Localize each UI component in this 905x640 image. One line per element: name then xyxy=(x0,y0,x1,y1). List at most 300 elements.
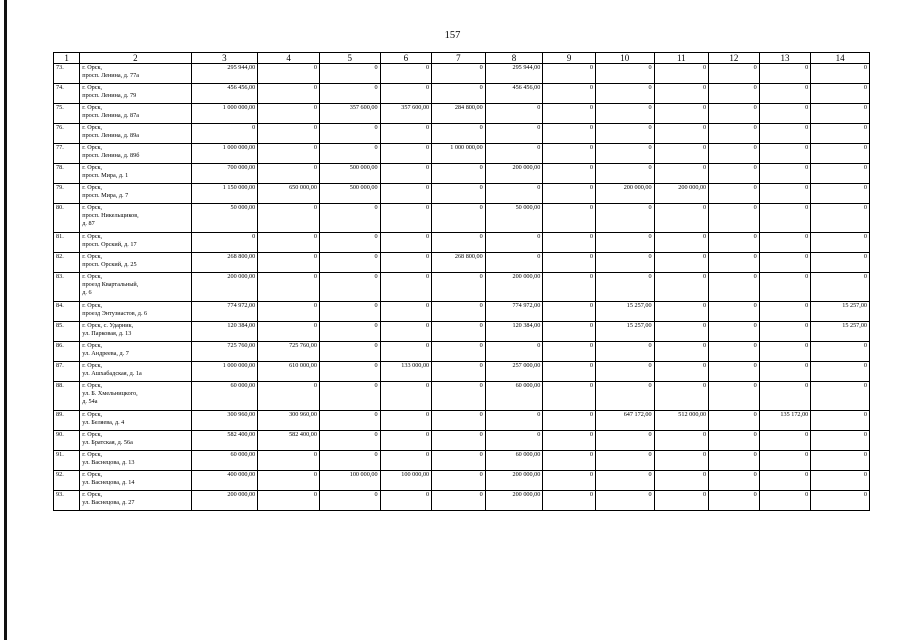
value-cell: 0 xyxy=(811,104,870,124)
value-cell: 0 xyxy=(432,322,486,342)
value-cell: 0 xyxy=(380,144,432,164)
address-line: ул. Васнецова, д. 27 xyxy=(82,499,135,506)
value-cell: 0 xyxy=(759,233,811,253)
address-line: ул. Братская, д. 56а xyxy=(82,439,133,446)
value-cell: 0 xyxy=(811,233,870,253)
value-cell: 0 xyxy=(709,144,760,164)
value-cell: 512 000,00 xyxy=(654,411,709,431)
row-number: 86. xyxy=(54,342,80,362)
table-row xyxy=(54,84,870,104)
row-number: 81. xyxy=(54,233,80,253)
value-cell: 0 xyxy=(709,253,760,273)
column-header: 3 xyxy=(191,53,258,64)
value-cell: 0 xyxy=(432,84,486,104)
value-cell: 100 000,00 xyxy=(380,471,432,491)
value-cell: 0 xyxy=(595,253,654,273)
value-cell: 0 xyxy=(258,273,320,302)
value-cell: 0 xyxy=(709,362,760,382)
value-cell: 0 xyxy=(709,411,760,431)
value-cell: 0 xyxy=(432,204,486,233)
address-line: проезд Квартальный, xyxy=(82,281,139,288)
column-header: 4 xyxy=(258,53,320,64)
address-line: г. Орск, xyxy=(82,491,103,498)
value-cell: 0 xyxy=(759,104,811,124)
table-row xyxy=(54,204,870,233)
value-cell: 0 xyxy=(432,273,486,302)
address-cell xyxy=(80,362,191,382)
value-cell: 0 xyxy=(759,64,811,84)
value-cell: 0 xyxy=(543,164,596,184)
value-cell: 0 xyxy=(485,144,543,164)
value-cell: 0 xyxy=(543,471,596,491)
value-cell: 284 800,00 xyxy=(432,104,486,124)
address-line: г. Орск, xyxy=(82,184,103,191)
value-cell: 0 xyxy=(709,204,760,233)
row-number: 75. xyxy=(54,104,80,124)
page-number: 157 xyxy=(444,30,461,41)
value-cell: 200 000,00 xyxy=(191,491,258,511)
value-cell: 200 000,00 xyxy=(191,273,258,302)
value-cell: 357 600,00 xyxy=(380,104,432,124)
row-number: 87. xyxy=(54,362,80,382)
value-cell: 610 000,00 xyxy=(258,362,320,382)
value-cell: 120 384,00 xyxy=(191,322,258,342)
value-cell: 0 xyxy=(595,362,654,382)
value-cell: 700 000,00 xyxy=(191,164,258,184)
value-cell: 0 xyxy=(432,491,486,511)
value-cell: 0 xyxy=(595,64,654,84)
value-cell: 0 xyxy=(543,64,596,84)
value-cell: 0 xyxy=(319,451,380,471)
value-cell: 456 456,00 xyxy=(485,84,543,104)
value-cell: 0 xyxy=(759,84,811,104)
address-line: г. Орск, xyxy=(82,84,103,91)
value-cell: 0 xyxy=(759,322,811,342)
row-number: 76. xyxy=(54,124,80,144)
table-row xyxy=(54,382,870,411)
table-row xyxy=(54,362,870,382)
budget-table xyxy=(53,52,870,511)
table-row xyxy=(54,164,870,184)
value-cell: 582 400,00 xyxy=(258,431,320,451)
address-cell xyxy=(80,184,191,204)
left-margin-rule xyxy=(4,0,7,640)
value-cell: 0 xyxy=(654,104,709,124)
value-cell: 456 456,00 xyxy=(191,84,258,104)
value-cell: 0 xyxy=(380,233,432,253)
row-number: 89. xyxy=(54,411,80,431)
value-cell: 268 800,00 xyxy=(432,253,486,273)
address-cell xyxy=(80,322,191,342)
value-cell: 0 xyxy=(595,382,654,411)
row-number: 90. xyxy=(54,431,80,451)
address-line: г. Орск, xyxy=(82,253,103,260)
value-cell: 0 xyxy=(258,84,320,104)
address-cell xyxy=(80,431,191,451)
value-cell: 357 600,00 xyxy=(319,104,380,124)
value-cell: 0 xyxy=(543,451,596,471)
value-cell: 0 xyxy=(432,302,486,322)
value-cell: 0 xyxy=(319,124,380,144)
value-cell: 774 972,00 xyxy=(191,302,258,322)
address-cell xyxy=(80,253,191,273)
header-row xyxy=(54,53,870,64)
address-cell xyxy=(80,382,191,411)
address-cell xyxy=(80,302,191,322)
value-cell: 0 xyxy=(432,233,486,253)
value-cell: 0 xyxy=(380,322,432,342)
value-cell: 295 944,00 xyxy=(485,64,543,84)
value-cell: 0 xyxy=(709,233,760,253)
value-cell: 0 xyxy=(319,431,380,451)
value-cell: 268 800,00 xyxy=(191,253,258,273)
value-cell: 0 xyxy=(654,204,709,233)
value-cell: 0 xyxy=(432,164,486,184)
value-cell: 133 000,00 xyxy=(380,362,432,382)
value-cell: 0 xyxy=(319,204,380,233)
value-cell: 500 000,00 xyxy=(319,184,380,204)
address-line: просп. Мира, д. 1 xyxy=(82,172,129,179)
value-cell: 0 xyxy=(811,342,870,362)
value-cell: 0 xyxy=(380,451,432,471)
value-cell: 0 xyxy=(811,164,870,184)
address-line: просп. Орский, д. 25 xyxy=(82,261,137,268)
value-cell: 0 xyxy=(811,471,870,491)
value-cell: 0 xyxy=(595,451,654,471)
value-cell: 0 xyxy=(543,233,596,253)
address-line: г. Орск, xyxy=(82,124,103,131)
address-line: просп. Ленина, д. 89а xyxy=(82,132,139,139)
address-cell xyxy=(80,273,191,302)
value-cell: 60 000,00 xyxy=(191,451,258,471)
value-cell: 0 xyxy=(654,144,709,164)
table-row xyxy=(54,64,870,84)
value-cell: 0 xyxy=(543,362,596,382)
value-cell: 0 xyxy=(258,253,320,273)
value-cell: 0 xyxy=(380,204,432,233)
address-cell xyxy=(80,104,191,124)
value-cell: 0 xyxy=(709,124,760,144)
value-cell: 0 xyxy=(811,431,870,451)
address-cell xyxy=(80,84,191,104)
value-cell: 0 xyxy=(380,84,432,104)
value-cell: 0 xyxy=(759,491,811,511)
value-cell: 0 xyxy=(543,84,596,104)
value-cell: 0 xyxy=(654,322,709,342)
address-cell xyxy=(80,164,191,184)
value-cell: 0 xyxy=(543,184,596,204)
value-cell: 0 xyxy=(759,184,811,204)
value-cell: 0 xyxy=(654,491,709,511)
address-line: просп. Ленина, д. 79 xyxy=(82,92,137,99)
value-cell: 0 xyxy=(595,204,654,233)
value-cell: 0 xyxy=(543,411,596,431)
value-cell: 647 172,00 xyxy=(595,411,654,431)
value-cell: 0 xyxy=(654,342,709,362)
value-cell: 0 xyxy=(380,64,432,84)
value-cell: 1 000 000,00 xyxy=(191,362,258,382)
value-cell: 135 172,00 xyxy=(759,411,811,431)
value-cell: 0 xyxy=(654,233,709,253)
value-cell: 0 xyxy=(709,342,760,362)
address-line: д. 54а xyxy=(82,398,98,405)
value-cell: 0 xyxy=(759,204,811,233)
value-cell: 774 972,00 xyxy=(485,302,543,322)
value-cell: 50 000,00 xyxy=(191,204,258,233)
value-cell: 0 xyxy=(258,451,320,471)
value-cell: 0 xyxy=(543,382,596,411)
address-line: г. Орск, xyxy=(82,471,103,478)
value-cell: 725 760,00 xyxy=(191,342,258,362)
value-cell: 50 000,00 xyxy=(485,204,543,233)
column-header: 14 xyxy=(811,53,870,64)
value-cell: 0 xyxy=(543,322,596,342)
address-line: ул. Андреева, д. 7 xyxy=(82,350,129,357)
table-row xyxy=(54,491,870,511)
value-cell: 0 xyxy=(258,382,320,411)
column-header: 8 xyxy=(485,53,543,64)
value-cell: 0 xyxy=(759,124,811,144)
value-cell: 0 xyxy=(543,204,596,233)
value-cell: 0 xyxy=(319,411,380,431)
value-cell: 0 xyxy=(485,233,543,253)
value-cell: 0 xyxy=(811,382,870,411)
value-cell: 0 xyxy=(485,411,543,431)
value-cell: 0 xyxy=(709,491,760,511)
address-line: г. Орск, xyxy=(82,302,103,309)
value-cell: 0 xyxy=(595,273,654,302)
value-cell: 0 xyxy=(432,362,486,382)
address-line: д. 87 xyxy=(82,220,95,227)
value-cell: 100 000,00 xyxy=(319,471,380,491)
value-cell: 0 xyxy=(759,471,811,491)
value-cell: 0 xyxy=(432,124,486,144)
value-cell: 0 xyxy=(759,362,811,382)
value-cell: 0 xyxy=(709,273,760,302)
table-row xyxy=(54,273,870,302)
address-line: ул. Беляева, д. 4 xyxy=(82,419,125,426)
table-row xyxy=(54,144,870,164)
value-cell: 0 xyxy=(380,491,432,511)
column-header: 12 xyxy=(709,53,760,64)
row-number: 83. xyxy=(54,273,80,302)
value-cell: 0 xyxy=(654,273,709,302)
column-header: 1 xyxy=(54,53,80,64)
address-line: г. Орск, xyxy=(82,382,103,389)
value-cell: 0 xyxy=(759,273,811,302)
address-cell xyxy=(80,411,191,431)
column-header: 5 xyxy=(319,53,380,64)
value-cell: 0 xyxy=(709,104,760,124)
value-cell: 200 000,00 xyxy=(485,471,543,491)
address-line: г. Орск, с. Ударник, xyxy=(82,322,134,329)
value-cell: 0 xyxy=(319,302,380,322)
value-cell: 0 xyxy=(485,104,543,124)
address-line: ул. Васнецова, д. 14 xyxy=(82,479,135,486)
value-cell: 0 xyxy=(595,342,654,362)
value-cell: 0 xyxy=(811,362,870,382)
value-cell: 0 xyxy=(759,253,811,273)
value-cell: 0 xyxy=(380,164,432,184)
row-number: 91. xyxy=(54,451,80,471)
value-cell: 60 000,00 xyxy=(485,382,543,411)
table-row xyxy=(54,431,870,451)
value-cell: 0 xyxy=(380,273,432,302)
table-row xyxy=(54,302,870,322)
value-cell: 582 400,00 xyxy=(191,431,258,451)
address-cell xyxy=(80,233,191,253)
value-cell: 0 xyxy=(595,491,654,511)
table-row xyxy=(54,124,870,144)
value-cell: 0 xyxy=(709,164,760,184)
value-cell: 0 xyxy=(595,144,654,164)
value-cell: 0 xyxy=(811,253,870,273)
column-header: 9 xyxy=(543,53,596,64)
value-cell: 0 xyxy=(380,411,432,431)
address-line: ул. Васнецова, д. 13 xyxy=(82,459,135,466)
value-cell: 0 xyxy=(595,471,654,491)
value-cell: 0 xyxy=(543,253,596,273)
address-line: г. Орск, xyxy=(82,104,103,111)
value-cell: 0 xyxy=(709,471,760,491)
value-cell: 0 xyxy=(709,184,760,204)
value-cell: 0 xyxy=(543,342,596,362)
value-cell: 0 xyxy=(319,362,380,382)
value-cell: 200 000,00 xyxy=(485,491,543,511)
value-cell: 400 000,00 xyxy=(191,471,258,491)
value-cell: 200 000,00 xyxy=(595,184,654,204)
value-cell: 500 000,00 xyxy=(319,164,380,184)
value-cell: 0 xyxy=(595,104,654,124)
value-cell: 300 960,00 xyxy=(258,411,320,431)
value-cell: 0 xyxy=(709,84,760,104)
value-cell: 0 xyxy=(709,431,760,451)
value-cell: 0 xyxy=(258,124,320,144)
value-cell: 0 xyxy=(654,124,709,144)
address-line: проезд Энтузиастов, д. 6 xyxy=(82,310,148,317)
value-cell: 0 xyxy=(380,382,432,411)
value-cell: 0 xyxy=(432,451,486,471)
value-cell: 650 000,00 xyxy=(258,184,320,204)
value-cell: 1 000 000,00 xyxy=(191,144,258,164)
value-cell: 0 xyxy=(319,233,380,253)
value-cell: 0 xyxy=(258,322,320,342)
value-cell: 0 xyxy=(654,382,709,411)
table-row xyxy=(54,342,870,362)
value-cell: 15 257,00 xyxy=(811,322,870,342)
column-header: 6 xyxy=(380,53,432,64)
column-header: 2 xyxy=(80,53,191,64)
value-cell: 257 000,00 xyxy=(485,362,543,382)
value-cell: 0 xyxy=(654,302,709,322)
address-line: просп. Ленина, д. 87а xyxy=(82,112,139,119)
value-cell: 0 xyxy=(654,84,709,104)
address-cell xyxy=(80,471,191,491)
value-cell: 0 xyxy=(595,431,654,451)
value-cell: 0 xyxy=(485,184,543,204)
value-cell: 0 xyxy=(380,342,432,362)
value-cell: 15 257,00 xyxy=(595,322,654,342)
value-cell: 0 xyxy=(432,471,486,491)
value-cell: 0 xyxy=(485,253,543,273)
value-cell: 0 xyxy=(759,451,811,471)
address-cell xyxy=(80,124,191,144)
value-cell: 0 xyxy=(319,64,380,84)
value-cell: 0 xyxy=(654,64,709,84)
value-cell: 0 xyxy=(811,273,870,302)
row-number: 73. xyxy=(54,64,80,84)
address-line: г. Орск, xyxy=(82,233,103,240)
value-cell: 0 xyxy=(258,64,320,84)
value-cell: 0 xyxy=(709,64,760,84)
value-cell: 15 257,00 xyxy=(595,302,654,322)
address-line: г. Орск, xyxy=(82,164,103,171)
column-header: 10 xyxy=(595,53,654,64)
address-line: ул. Ашхабадская, д. 1а xyxy=(82,370,142,377)
row-number: 74. xyxy=(54,84,80,104)
value-cell: 0 xyxy=(811,84,870,104)
table-row xyxy=(54,104,870,124)
address-line: ул. Парковая, д. 13 xyxy=(82,330,132,337)
value-cell: 0 xyxy=(654,471,709,491)
table-body xyxy=(54,64,870,511)
value-cell: 0 xyxy=(258,491,320,511)
value-cell: 0 xyxy=(543,302,596,322)
value-cell: 0 xyxy=(258,233,320,253)
value-cell: 0 xyxy=(319,84,380,104)
value-cell: 0 xyxy=(811,491,870,511)
address-cell xyxy=(80,342,191,362)
address-line: г. Орск, xyxy=(82,342,103,349)
address-line: г. Орск, xyxy=(82,431,103,438)
value-cell: 0 xyxy=(709,451,760,471)
address-line: г. Орск, xyxy=(82,451,103,458)
value-cell: 0 xyxy=(380,431,432,451)
value-cell: 200 000,00 xyxy=(485,273,543,302)
value-cell: 0 xyxy=(432,342,486,362)
value-cell: 0 xyxy=(595,233,654,253)
value-cell: 0 xyxy=(191,233,258,253)
value-cell: 0 xyxy=(595,124,654,144)
value-cell: 300 960,00 xyxy=(191,411,258,431)
value-cell: 0 xyxy=(595,84,654,104)
row-number: 77. xyxy=(54,144,80,164)
table-row xyxy=(54,253,870,273)
value-cell: 0 xyxy=(543,144,596,164)
value-cell: 0 xyxy=(759,144,811,164)
value-cell: 0 xyxy=(380,253,432,273)
value-cell: 0 xyxy=(258,471,320,491)
value-cell: 0 xyxy=(432,382,486,411)
value-cell: 0 xyxy=(432,64,486,84)
table-row xyxy=(54,184,870,204)
value-cell: 0 xyxy=(543,104,596,124)
table-row xyxy=(54,411,870,431)
value-cell: 0 xyxy=(380,302,432,322)
address-line: г. Орск, xyxy=(82,273,103,280)
row-number: 85. xyxy=(54,322,80,342)
column-header: 13 xyxy=(759,53,811,64)
value-cell: 0 xyxy=(258,104,320,124)
value-cell: 0 xyxy=(654,431,709,451)
row-number: 78. xyxy=(54,164,80,184)
value-cell: 0 xyxy=(485,342,543,362)
value-cell: 0 xyxy=(759,164,811,184)
address-cell xyxy=(80,491,191,511)
column-header: 11 xyxy=(654,53,709,64)
value-cell: 0 xyxy=(319,253,380,273)
value-cell: 0 xyxy=(258,164,320,184)
